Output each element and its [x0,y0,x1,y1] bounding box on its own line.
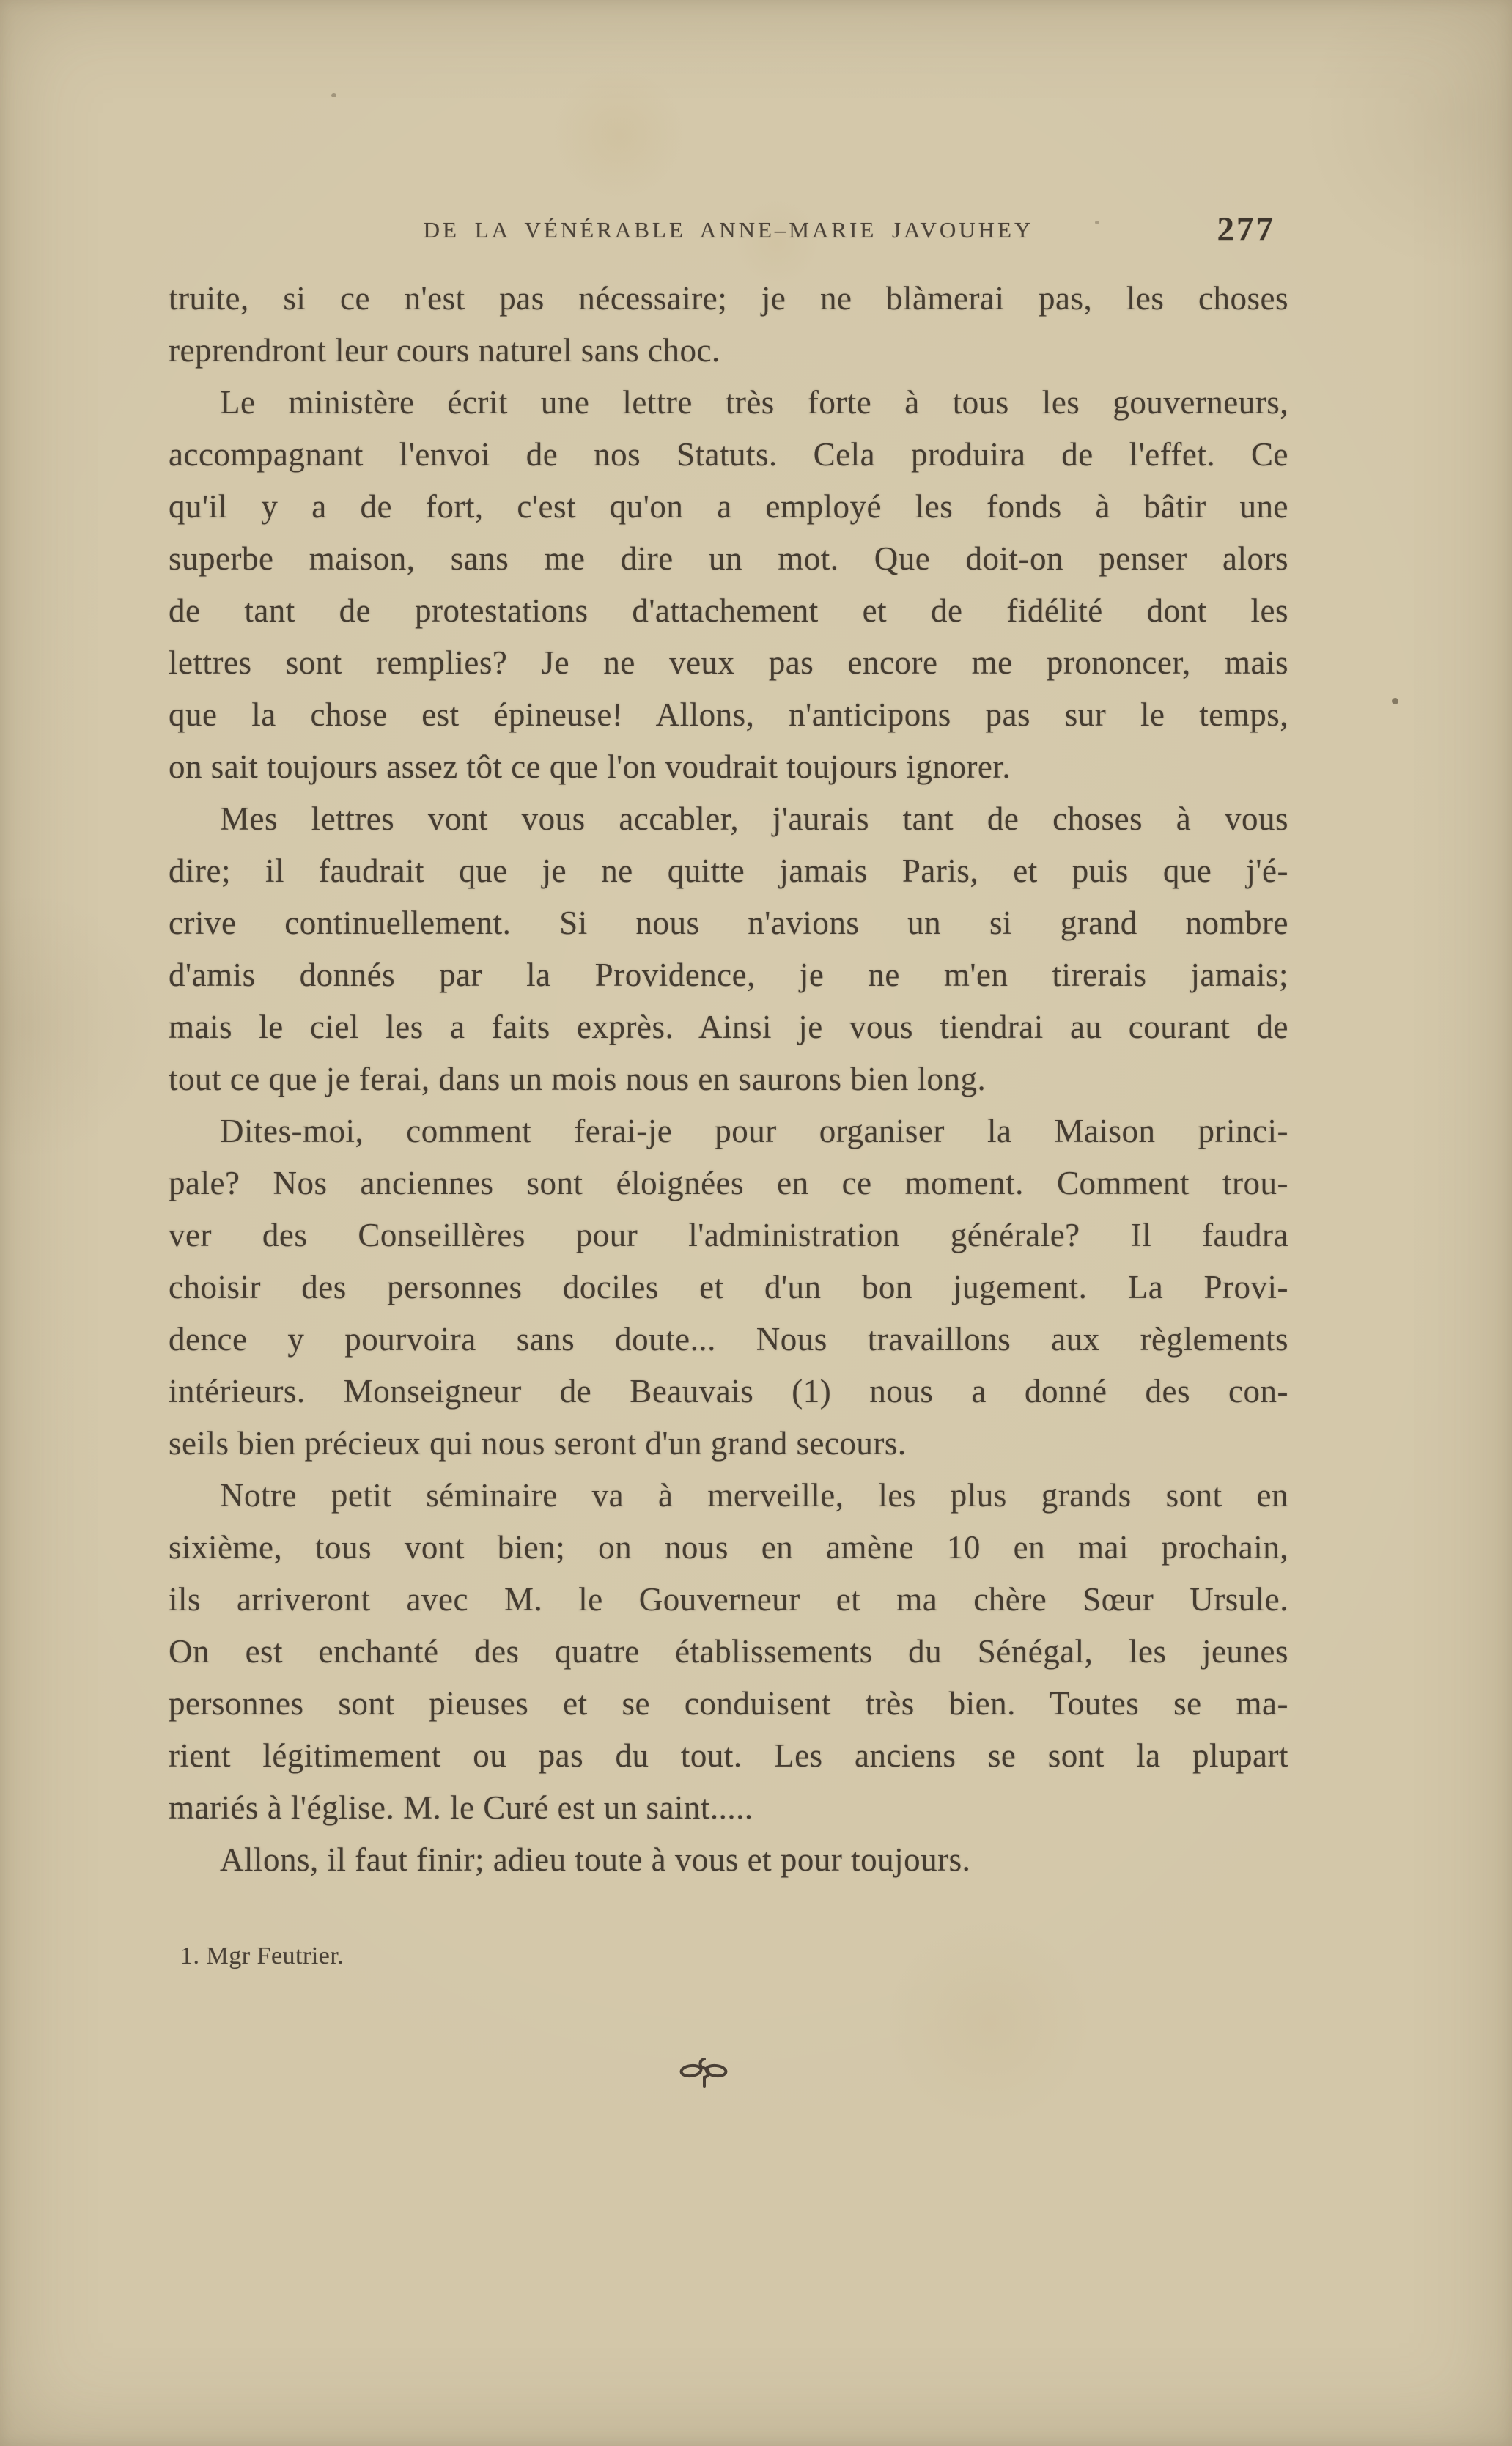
text-line: crive continuellement. Si nous n'avions un si grand nombre [169,905,1288,941]
text-line: Notre petit séminaire va à merveille, les plus grands sont en [220,1477,1288,1514]
text-line: Le ministère écrit une lettre très forte à tous les gouverneurs, [220,384,1288,421]
text-line: intérieurs. Monseigneur de Beauvais (1) nous a donné des con- [169,1373,1288,1410]
text-line: mais le ciel les a faits exprès. Ainsi je vous tiendrai au courant de [169,1009,1288,1045]
body-text [169,273,1288,1886]
text-line: superbe maison, sans me dire un mot. Que doit-on penser alors [169,540,1288,577]
text-line: ver des Conseillères pour l'administration générale? Il faudra [169,1217,1288,1253]
text-line: de tant de protestations d'attachement et de fidélité dont les [169,592,1288,629]
text-line: que la chose est épineuse! Allons, n'anticipons pas sur le temps, [169,696,1288,733]
text-line: dire; il faudrait que je ne quitte jamais Paris, et puis que j'é- [169,852,1288,889]
text-line: mariés à l'église. M. le Curé est un saint..... [169,1789,753,1826]
text-line: ils arriveront avec M. le Gouverneur et ma chère Sœur Ursule. [169,1581,1288,1618]
text-line: Allons, il faut finir; adieu toute à vous et pour toujours. [220,1841,971,1878]
running-header [169,210,1288,251]
ink-speck [1095,221,1099,224]
text-line: d'amis donnés par la Providence, je ne m'en tirerais jamais; [169,957,1288,993]
text-line: pale? Nos anciennes sont éloignées en ce moment. Comment trou- [169,1165,1288,1201]
text-line: accompagnant l'envoi de nos Statuts. Cela produira de l'effet. Ce [169,436,1288,473]
text-line: truite, si ce n'est pas nécessaire; je ne blàmerai pas, les choses [169,280,1288,317]
page-number: 277 [1217,210,1275,248]
text-line: sixième, tous vont bien; on nous en amène 10 en mai prochain, [169,1529,1288,1566]
ink-speck [1392,698,1398,704]
text-line: qu'il y a de fort, c'est qu'on a employé les fonds à bâtir une [169,488,1288,525]
text-line: Mes lettres vont vous accabler, j'aurais tant de choses à vous [220,800,1288,837]
text-line: tout ce que je ferai, dans un mois nous en saurons bien long. [169,1061,987,1097]
text-line: reprendront leur cours naturel sans choc. [169,332,720,369]
footnote: 1. Mgr Feutrier. [180,1942,344,1970]
running-title: DE LA VÉNÉRABLE ANNE–MARIE JAVOUHEY [423,217,1034,243]
text-line: choisir des personnes dociles et d'un bon jugement. La Provi- [169,1269,1288,1305]
ink-speck [331,93,336,97]
fleuron-icon [679,2055,729,2090]
text-line: personnes sont pieuses et se conduisent très bien. Toutes se ma- [169,1685,1288,1722]
fleuron-ornament [679,2055,729,2090]
text-line: Dites-moi, comment ferai-je pour organiser la Maison princi- [220,1113,1288,1149]
text-line: rient légitimement ou pas du tout. Les anciens se sont la plupart [169,1737,1288,1774]
text-line: dence y pourvoira sans doute... Nous travaillons aux règlements [169,1321,1288,1358]
text-line: On est enchanté des quatre établissements du Sénégal, les jeunes [169,1633,1288,1670]
text-line: seils bien précieux qui nous seront d'un grand secours. [169,1425,907,1462]
text-line: lettres sont remplies? Je ne veux pas encore me prononcer, mais [169,644,1288,681]
text-line: on sait toujours assez tôt ce que l'on voudrait toujours ignorer. [169,748,1011,785]
